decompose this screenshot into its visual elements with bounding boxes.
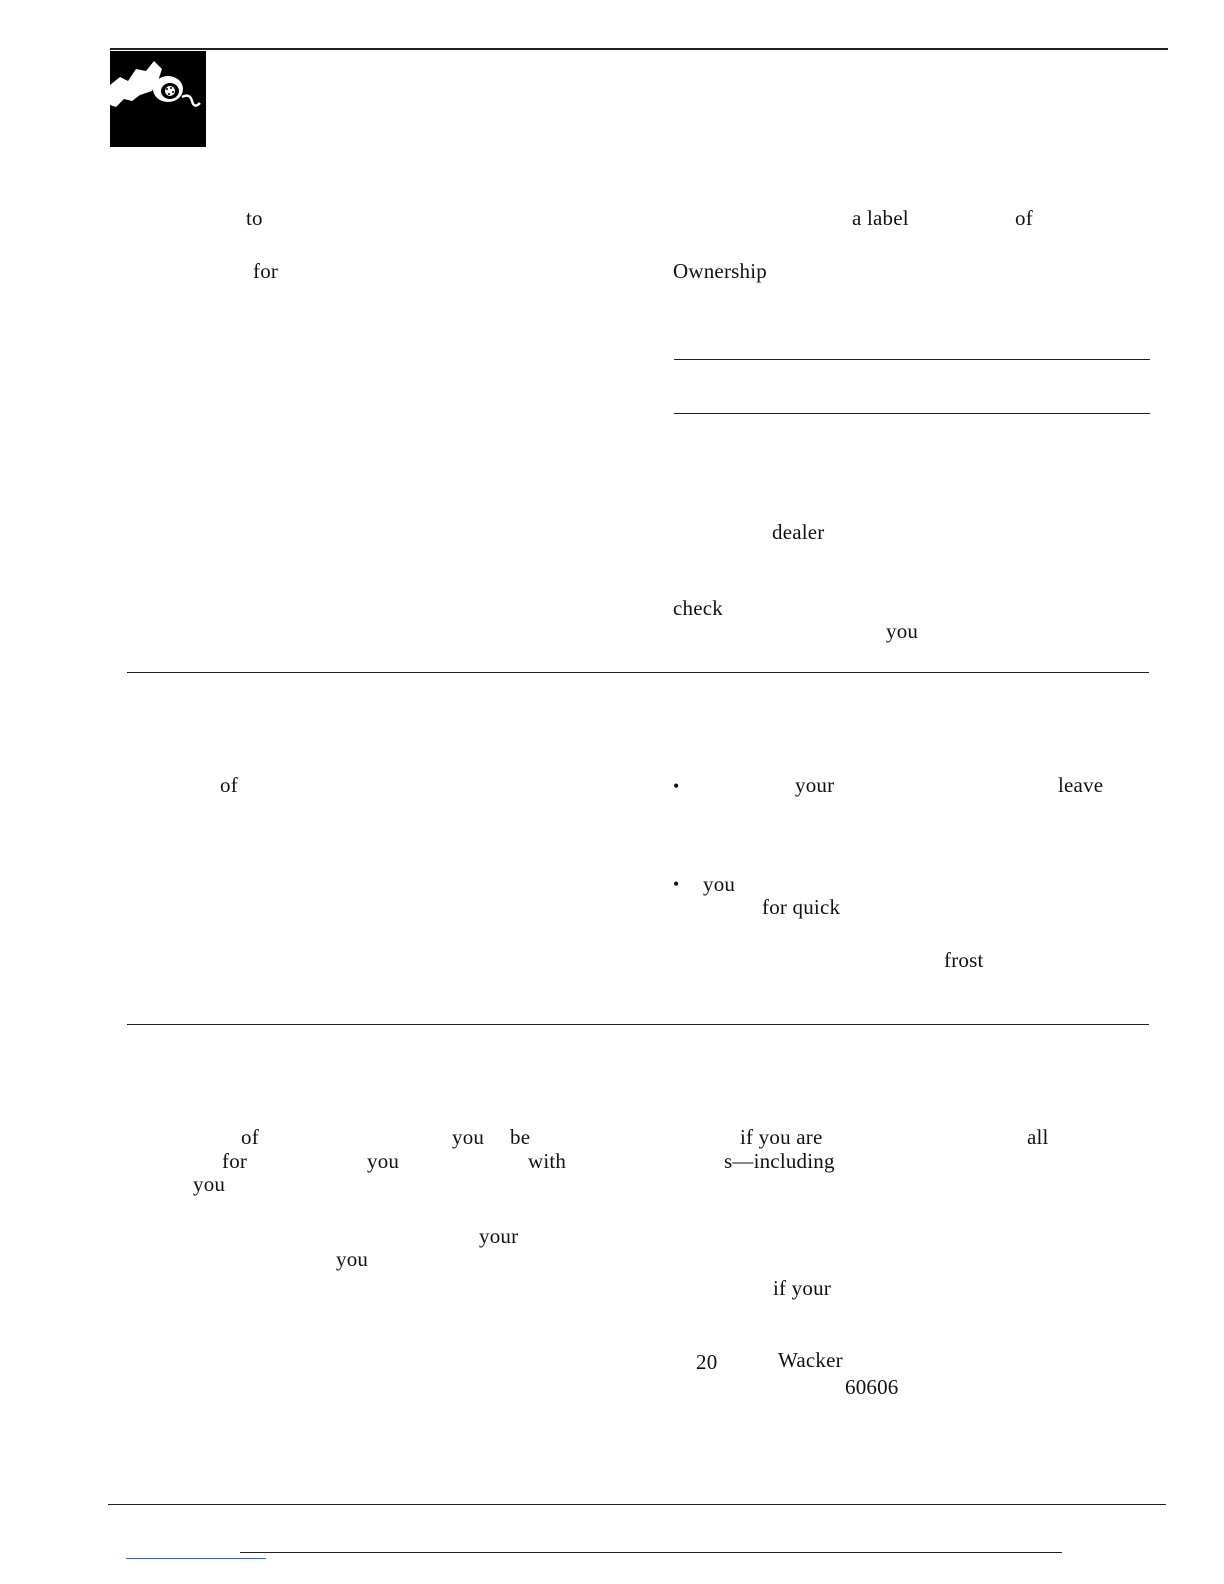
- form-line-1: [674, 359, 1150, 360]
- section-divider-1: [127, 672, 1149, 673]
- s2-left-word-of: of: [220, 773, 238, 797]
- s3-left-word-be: be: [510, 1125, 531, 1149]
- s2-bullet-1: •: [673, 776, 680, 796]
- s3-left-word-you-3: you: [193, 1172, 226, 1196]
- s2-right-word-for-quick: for quick: [762, 895, 841, 919]
- s3-right-word-wacker: Wacker: [778, 1348, 843, 1372]
- s3-left-word-for: for: [222, 1149, 248, 1173]
- s3-left-word-you-2: you: [367, 1149, 400, 1173]
- telephone-handset-icon: [110, 51, 206, 147]
- s3-left-word-of: of: [241, 1125, 259, 1149]
- footer-underline: [240, 1552, 1062, 1553]
- form-line-2: [674, 413, 1150, 414]
- s3-right-word-all: all: [1027, 1125, 1049, 1149]
- s1-right-word-dealer: dealer: [772, 520, 825, 544]
- s2-right-word-your: your: [795, 773, 835, 797]
- s3-right-word-including: s—including: [724, 1149, 835, 1173]
- s1-right-word-you: you: [886, 619, 919, 643]
- s3-right-word-20: 20: [696, 1350, 718, 1374]
- s2-right-word-frost: frost: [944, 948, 984, 972]
- s1-right-word-check: check: [673, 596, 723, 620]
- s3-left-word-your: your: [479, 1224, 519, 1248]
- s2-right-word-you: you: [703, 872, 736, 896]
- s3-right-word-if-your: if your: [773, 1276, 831, 1300]
- s3-left-word-you-4: you: [336, 1247, 369, 1271]
- s3-right-word-if-you-are: if you are: [740, 1125, 823, 1149]
- s1-left-word-for: for: [253, 259, 279, 283]
- s1-right-word-ownership: Ownership: [673, 259, 767, 283]
- footer-link-underline[interactable]: [126, 1558, 266, 1559]
- s1-right-word-of: of: [1015, 206, 1033, 230]
- footer-rule: [108, 1504, 1166, 1505]
- s3-right-word-60606: 60606: [845, 1375, 899, 1399]
- s2-right-word-leave: leave: [1058, 773, 1104, 797]
- s1-left-word-to: to: [246, 206, 263, 230]
- header-rule: [110, 48, 1168, 50]
- section-divider-2: [127, 1024, 1149, 1025]
- s1-right-word-a-label: a label: [852, 206, 909, 230]
- s3-left-word-with: with: [528, 1149, 567, 1173]
- s3-left-word-you: you: [452, 1125, 485, 1149]
- s2-bullet-2: •: [673, 874, 680, 894]
